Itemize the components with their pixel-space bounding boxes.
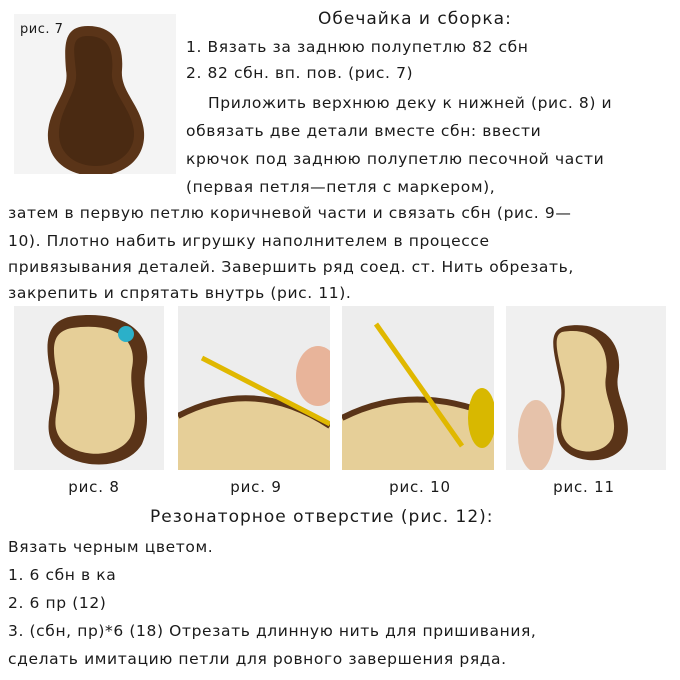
section-1-para-line-7: привязывания деталей. Завершить ряд соед. ст. Нить обрезать, (8, 258, 574, 276)
section-1-title: Обечайка и сборка: (318, 9, 512, 29)
section-1-para-line-8: закрепить и спрятать внутрь (рис. 11). (8, 284, 352, 302)
section-1-para-line-4: (первая петля—петля с маркером), (186, 178, 496, 196)
section-1-step-2: 2. 82 сбн. вп. пов. (рис. 7) (186, 64, 414, 82)
section-1-step-1: 1. Вязать за заднюю полупетлю 82 сбн (186, 38, 529, 56)
figure-10-photo (342, 306, 494, 470)
section-2-line-5: сделать имитацию петли для ровного завершения ряда. (8, 650, 507, 668)
section-2-line-4: 3. (сбн, пр)*6 (18) Отрезать длинную нить для пришивания, (8, 622, 537, 640)
figure-10-caption: рис. 10 (389, 478, 451, 496)
figure-11-caption: рис. 11 (553, 478, 615, 496)
figure-8-photo (14, 306, 164, 470)
section-2-line-2: 1. 6 сбн в ка (8, 566, 117, 584)
figure-7-label: рис. 7 (20, 22, 64, 37)
figure-9-caption: рис. 9 (230, 478, 282, 496)
section-1-para-line-6: 10). Плотно набить игрушку наполнителем в процессе (8, 232, 490, 250)
section-1-para-line-2: обвязать две детали вместе сбн: ввести (186, 122, 542, 140)
finished-toy-in-hand-image (506, 306, 666, 470)
crochet-hook-joining-image (178, 306, 330, 470)
figure-11-photo (506, 306, 666, 470)
section-2-line-1: Вязать черным цветом. (8, 538, 214, 556)
section-1-para-line-1: Приложить верхнюю деку к нижней (рис. 8) и (208, 94, 613, 112)
section-1-para-line-5: затем в первую петлю коричневой части и связать сбн (рис. 9— (8, 204, 572, 222)
crochet-hook-stitch-image (342, 306, 494, 470)
figure-9-photo (178, 306, 330, 470)
figure-7-photo (14, 14, 176, 174)
section-1-para-line-3: крючок под заднюю полупетлю песочной части (186, 150, 605, 168)
figure-8-caption: рис. 8 (68, 478, 120, 496)
section-2-title: Резонаторное отверстие (рис. 12): (150, 507, 494, 527)
brown-body-piece-image (14, 14, 176, 174)
assembled-pieces-image (14, 306, 164, 470)
section-2-line-3: 2. 6 пр (12) (8, 594, 107, 612)
